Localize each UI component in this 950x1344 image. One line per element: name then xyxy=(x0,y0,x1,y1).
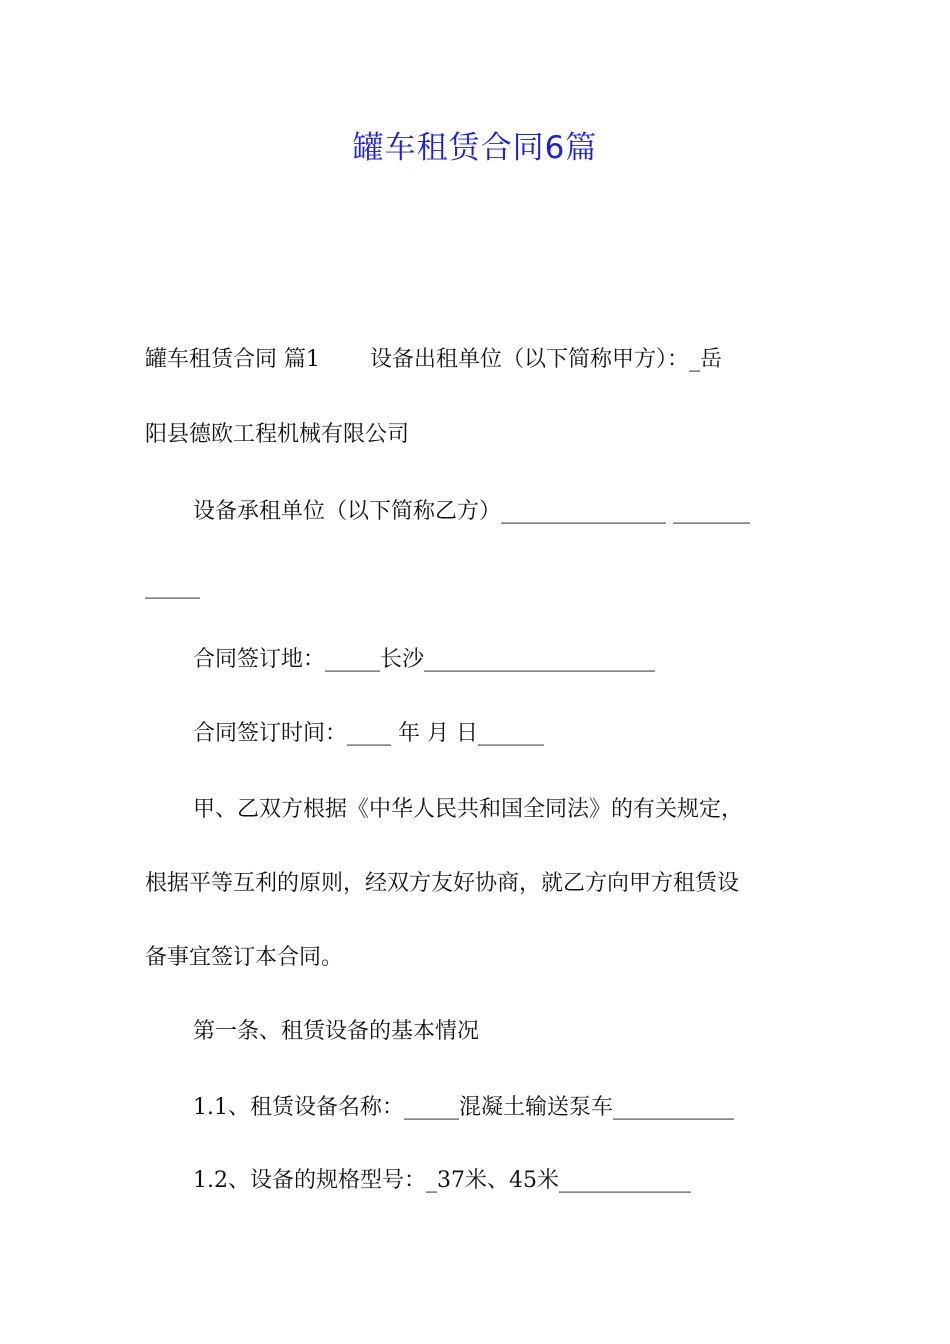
paragraph-line: 设备承租单位（以下简称乙方）_______________ _______ xyxy=(193,499,750,524)
paragraph-line: 合同签订时间：____ 年 月 日______ xyxy=(193,721,544,746)
paragraph-line: 甲、乙双方根据《中华人民共和国全同法》的有关规定， xyxy=(193,797,744,822)
paragraph-line xyxy=(145,345,810,375)
paragraph-line: _____ xyxy=(145,574,200,599)
paragraph-line: 根据平等互利的原则，经双方友好协商，就乙方向甲方租赁设 xyxy=(145,871,740,896)
document-title: 罐车租赁合同6篇 xyxy=(352,130,598,166)
paragraph-line: 1.1、租赁设备名称：_____混凝土输送泵车___________ xyxy=(193,1095,734,1120)
paragraph-line: 1.2、设备的规格型号：_37米、45米____________ xyxy=(193,1168,691,1193)
section-heading: 罐车租赁合同 篇1 xyxy=(145,347,320,372)
lessor-label: 设备出租单位（以下简称甲方）：_岳 xyxy=(370,347,723,372)
paragraph-line: 备事宜签订本合同。 xyxy=(145,945,344,970)
paragraph-line: 合同签订地：_____长沙_____________________ xyxy=(193,647,656,672)
paragraph-line: 阳县德欧工程机械有限公司 xyxy=(145,422,410,447)
article-heading: 第一条、租赁设备的基本情况 xyxy=(193,1019,480,1044)
